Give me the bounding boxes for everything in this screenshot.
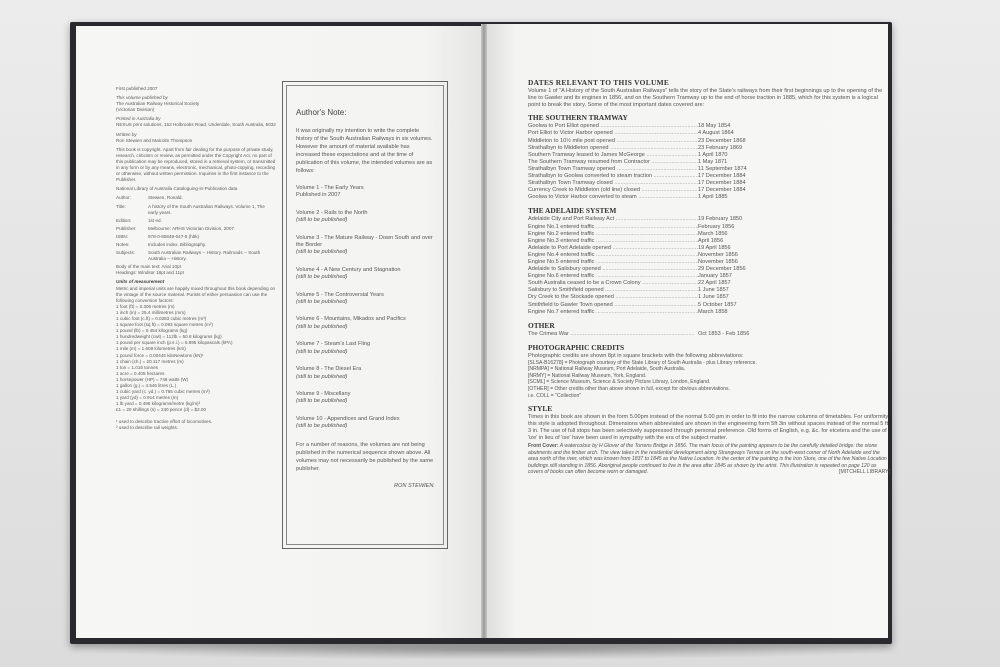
- event: Smithfield to Gawler Town opened .....: [528, 302, 698, 309]
- front-cover-caption: [528, 443, 890, 475]
- date-row: [528, 266, 890, 273]
- first-published: First published 2007: [116, 86, 158, 91]
- credit-item: [SLSA-B16278] = Photograph courtesy of the State Library of South Australia - plus Library reference.: [528, 359, 757, 366]
- credit-item: [OTHER] = Other credits other than above shown in full, except for obvious abbreviations.: [528, 386, 731, 392]
- date-row: [528, 273, 890, 280]
- catalogue-key: Author:: [116, 195, 131, 201]
- conversion-item: 1 mile (m) = 1.609 kilometres (km): [116, 346, 186, 352]
- event-date: 4 August 1864: [698, 130, 734, 137]
- date-row: [528, 238, 890, 245]
- event: Engine No.6 entered traffic .....: [528, 273, 698, 280]
- written-by: [116, 132, 276, 144]
- volume-status: (still to be published): [296, 423, 348, 430]
- catalogue-row: [116, 234, 276, 240]
- adelaide-system-heading: THE ADELAIDE SYSTEM: [528, 206, 617, 216]
- photo-credits-list: [528, 360, 890, 400]
- volume-entry: [296, 366, 435, 381]
- conversion-item: 1 hundredweight (cwt) = 112lb = 50.8 kilograms (kg): [116, 334, 222, 340]
- printed-by: [116, 116, 276, 128]
- event: Engine No.2 entered traffic .....: [528, 231, 698, 238]
- event-date: 5 October 1857: [698, 301, 737, 308]
- catalogue-key: ISBN:: [116, 233, 128, 239]
- volume-entry: [296, 235, 435, 257]
- volume-entry: [296, 416, 435, 431]
- authors-note-box: [282, 81, 448, 549]
- catalogue-key: Subjects:: [116, 250, 135, 256]
- event: Adelaide to Salisbury opened .....: [528, 266, 698, 273]
- event: Currency Creek to Middleton (old line) closed .....: [528, 187, 698, 194]
- conversion-item: 1 pound force = 0.00445 kiloNewtons (kN)¹: [116, 352, 204, 358]
- date-row: [528, 245, 890, 252]
- catalogue-data: [116, 195, 276, 262]
- publisher-name: The Australian Railway Historical Society: [116, 101, 200, 107]
- event-date: Oct 1853 - Feb 1856: [698, 330, 750, 337]
- event-date: March 1858: [698, 308, 728, 315]
- volume-title: Volume 5 - The Controversial Years: [296, 291, 384, 298]
- volume-status: (still to be published): [296, 274, 348, 281]
- units-intro: Metric and imperial units are happily mixed throughout this book depending on the vintage of the source material. Purists of either persuasion can use the following conversion factors:: [116, 285, 276, 303]
- event: Strathalbyn Town Tramway opened .....: [528, 166, 698, 173]
- published-by-label: This volume published by: [116, 95, 168, 101]
- date-row: [528, 231, 890, 238]
- volume-title: Volume 7 - Steam's Last Fling: [296, 341, 371, 348]
- publisher-division: (Victorian Division): [116, 107, 155, 113]
- conversion-item: 1 pound per square inch (p.s.i.) = 6.895 kilopascals (kPA): [116, 340, 233, 346]
- authors-note-inner: [286, 85, 444, 545]
- volume-status: (still to be published): [296, 299, 348, 306]
- volume-entry: [296, 341, 435, 356]
- conversion-item: 1 inch (in) = 25.4 millimetres (mm): [116, 309, 186, 315]
- event-date: 1 April 1885: [698, 194, 728, 201]
- conversion-item: 1 foot (ft) = 0.305 metres (m): [116, 303, 175, 309]
- authors-signature: RON STEWIEN.: [393, 482, 435, 489]
- date-row: [528, 216, 890, 223]
- conversion-item: 1 horsepower (HP) = 746 watts (W): [116, 376, 189, 382]
- volume-title: Volume 1 - The Early Years: [296, 185, 364, 191]
- authors-note-intro: It was originally my intention to write the complete history of the South Australian Railways in six volumes. However the amount of material available has increased these expectations and at the time of publication of this volume, the intended volumes are as follows:: [296, 128, 433, 174]
- catalogue-row: [116, 204, 276, 216]
- date-row: [528, 287, 890, 294]
- volume-title: Volume 9 - Miscellany: [296, 390, 351, 397]
- volume-status: (still to be published): [296, 249, 348, 256]
- volume-entry: [296, 316, 435, 331]
- catalogue-value: Stewien, Ronald.: [148, 195, 183, 201]
- volume-entry: [296, 210, 435, 225]
- southern-tramway-heading: THE SOUTHERN TRAMWAY: [528, 113, 628, 123]
- conversion-item: £1 = 20 shillings (s) = 240 pence (d) = $2.00: [116, 407, 207, 413]
- event-date: 1 April 1870: [698, 151, 728, 158]
- date-row: [528, 252, 890, 259]
- date-row: [528, 138, 890, 145]
- conversion-item: 1 ton = 1.016 tonnes: [116, 364, 159, 370]
- event: Strathalbyn to Middleton opened .....: [528, 145, 698, 152]
- date-row: [528, 159, 890, 166]
- event-date: February 1856: [698, 223, 735, 230]
- event: Goolwa to Victor Harbor converted to steam .....: [528, 194, 698, 201]
- right-page-content: [528, 78, 890, 475]
- typography: [116, 264, 276, 276]
- event: Dry Creek to the Stockade opened .....: [528, 294, 698, 301]
- footnote-2: ² used to describe rail weights.: [116, 424, 179, 430]
- event: Strathalbyn to Goolwa converted to steam traction .....: [528, 173, 698, 180]
- date-row: [528, 123, 890, 130]
- event: The Crimea War .....: [528, 331, 698, 338]
- event-date: 19 April 1856: [698, 244, 731, 251]
- event-date: 22 April 1857: [698, 280, 731, 287]
- event-date: 19 February 1850: [698, 216, 743, 223]
- conversion-item: 1 square foot (sq ft) = 0.093 square metres (m²): [116, 322, 213, 328]
- catalogue-row: [116, 242, 276, 248]
- catalogue-value: Includes index. Bibliography.: [148, 241, 207, 247]
- catalogue-value: 978-0-85849-047-5 (hbk): [148, 233, 200, 239]
- event-date: November 1856: [698, 258, 738, 265]
- volume-status: (still to be published): [296, 217, 348, 224]
- volume-title: Volume 8 - The Diesel Era: [296, 366, 362, 373]
- credit-item: [SCML] = Science Museum, Science & Society Picture Library, London, England.: [528, 379, 711, 386]
- adelaide-system-list: [528, 216, 890, 315]
- imprint-column: [116, 86, 276, 434]
- volume-entry: [296, 267, 435, 282]
- event-date: 11 September 1874: [698, 165, 747, 172]
- catalogue-key: Edition:: [116, 217, 132, 223]
- volume-title: Volume 2 - Rails to the North: [296, 209, 368, 216]
- headings-font: Headings: Windsor 18pt and 11pt: [116, 270, 184, 276]
- event: Engine No.7 entered traffic .....: [528, 309, 698, 316]
- event-date: November 1856: [698, 251, 738, 258]
- volume-status: (still to be published): [296, 348, 348, 355]
- date-row: [528, 130, 890, 137]
- volume-entry: [296, 292, 435, 307]
- front-cover-text: A watercolour by H Glover of the Torrens Bridge in 1856. The main focus of the painting appears to be the carefully detailed bridge: the stone abutments and the timber arch. The view takes in the residential development along Strangways Terrace on the south-west corner of North Adelaide and the area north of the river, which was known from 1837 to 1845 as the Native Location. In the center of the painting is the Iron Store, one of the few Native Location buildings still standing in 1856. Aboriginal people continued to live in the area after 1845 as shown by the artist. This illustration is repeated on page 120 as covers of books can often become worn or damaged.: [528, 443, 887, 475]
- event: The Southern Tramway resumed from Contractor .....: [528, 159, 698, 166]
- body-text-font: Body of the main text: Arial 10pt: [116, 264, 181, 270]
- catalogue-value: Melbourne: ARHS Victorian Division, 2007.: [148, 225, 236, 231]
- catalogue-row: [116, 218, 276, 224]
- event: Engine No.4 entered traffic .....: [528, 252, 698, 259]
- volume-title: Volume 6 - Mountains, Mikados and Pacifics: [296, 316, 406, 323]
- published-by: [116, 95, 276, 113]
- conversion-item: 1 gallon (g.) = 4.546 litres (L.): [116, 383, 177, 389]
- photo-credits-heading: PHOTOGRAPHIC CREDITS: [528, 342, 625, 352]
- event: Salisbury to Smithfield opened .....: [528, 287, 698, 294]
- style-text: Times in this book are shown in the form 5.00pm instead of the normal 5.00 pm in order to fit into the narrow columns of timetables. For uniformity this style is adopted throughout. Dimensions when abbreviated are shown in the engineering form 5ft 3in without spaces instead of the normal 5 ft 3 in. The use of full stops has been selectively suppressed through personal preference. Old forms of English, e.g. &c. for etcetera and the use of 'ize' in lieu of 'ise' have been used in sympathy with the era of the subject matter.: [528, 414, 889, 441]
- date-row: [528, 173, 890, 180]
- conversion-item: 1 pound (lb) = 0.454 kilograms (kg): [116, 328, 188, 334]
- authors-note-title: Author's Note:: [296, 108, 347, 117]
- catalogue-value: 1st ed.: [148, 217, 162, 223]
- written-by-label: Written by: [116, 131, 137, 137]
- catalogue-key: Title:: [116, 203, 126, 209]
- date-row: [528, 180, 890, 187]
- event-date: 17 December 1884: [698, 173, 746, 180]
- book-gutter: [481, 24, 487, 638]
- volume-status: Published in 2007: [296, 192, 341, 199]
- footnote-1: ¹ used to describe tractive effort of locomotives.: [116, 418, 213, 424]
- event: Adelaide City and Port Railway Act .....: [528, 216, 698, 223]
- authors: Ron Stewien and Malcolm Thompson: [116, 137, 193, 143]
- catalogue-value: A history of the South Australian Railways. Volume 1, The early years.: [148, 203, 265, 215]
- volume-status: (still to be published): [296, 323, 348, 330]
- event-date: 23 December 1868: [698, 137, 746, 144]
- catalogue-row: [116, 250, 276, 262]
- catalogue-row: [116, 195, 276, 201]
- date-row: [528, 224, 890, 231]
- volume-title: Volume 10 - Appendices and Grand Index: [296, 415, 400, 422]
- event: Engine No.5 entered traffic .....: [528, 259, 698, 266]
- date-row: [528, 302, 890, 309]
- copyright-notice: This book is copyright. Apart from fair dealing for the purpose of private study, research, criticism or review, as permitted under the Copyright Act, no part of this publication may be reproduced, stored in a retrieval system, or transmitted in any form or by any means, electronic, mechanical, photo-copying, recording or otherwise, without written permission. Inquiries in the first instance to the Publisher.: [116, 146, 276, 183]
- volume-title: Volume 4 - A New Century and Stagnation: [296, 266, 401, 273]
- volume-entry: [296, 391, 435, 406]
- front-cover-label: Front Cover:: [528, 443, 559, 450]
- date-row: [528, 187, 890, 194]
- event-date: March 1856: [698, 230, 728, 237]
- event-date: 1 May 1871: [698, 158, 728, 165]
- event: Port Elliot to Victor Harbor opened .....: [528, 130, 698, 137]
- front-cover-credit: [MITCHELL LIBRARY]: [839, 469, 890, 475]
- event-date: 18 May 1854: [698, 123, 731, 130]
- units-heading: Units of measurement: [116, 279, 165, 285]
- conversion-item: 1 cubic foot (c.ft) = 0.0283 cubic metres (m³): [116, 316, 207, 321]
- other-heading: OTHER: [528, 320, 555, 330]
- catalogue-value: South Australian Railways -- History. Railroads -- South Australia -- History.: [148, 250, 261, 262]
- volume-title: Volume 3 - The Mature Railway - Down South and over the Border: [296, 234, 433, 249]
- printer: NEXUS print solutions, 153 Holbrooks Road, Underdale, South Australia, 5032: [116, 122, 276, 128]
- event-date: 29 December 1856: [698, 266, 746, 273]
- event: South Australia ceased to be a Crown Colony .....: [528, 280, 698, 287]
- event-date: 17 December 1884: [698, 180, 746, 187]
- catalogue-row: [116, 226, 276, 232]
- date-row: [528, 294, 890, 301]
- authors-note-closing: For a number of reasons, the volumes are not being published in the numerical sequence shown above. All volumes may not necessarily be published by the same publisher.: [296, 441, 434, 472]
- event: Middleton to 10½ mile post opened .....: [528, 138, 698, 145]
- photo-credits-intro: Photographic credits are shown 8pt in square brackets with the following abbreviations:: [528, 352, 744, 359]
- date-row: [528, 152, 890, 159]
- conversion-list: [116, 304, 276, 414]
- dates-intro: Volume 1 of "A History of the South Australian Railways" tells the story of the State's railways from their first beginnings up to the opening of the line to Gawler and its engines in 1856, and on the Southern Tramway up to the end of horse traction in 1885, which for this system is a logical point to break the story. Some of the most important dates covered are:: [528, 88, 883, 108]
- event-date: 1 June 1857: [698, 287, 729, 294]
- event-date: January 1857: [698, 273, 732, 280]
- date-row: [528, 280, 890, 287]
- dates-heading: DATES RELEVANT TO THIS VOLUME: [528, 78, 670, 87]
- printed-label: Printed in Australia by: [116, 116, 161, 122]
- event-date: April 1856: [698, 237, 724, 244]
- event: Engine No.3 entered traffic .....: [528, 238, 698, 245]
- event: Goolwa to Port Elliot opened .....: [528, 123, 698, 130]
- volume-status: (still to be published): [296, 373, 348, 380]
- catalogue-key: Publisher:: [116, 225, 137, 231]
- conversion-item: 1 acre = 0.405 hectares: [116, 370, 165, 376]
- catalogue-key: Notes:: [116, 241, 130, 247]
- credit-item: [NRMPA] = National Railway Museum, Port Adelaide, South Australia.: [528, 366, 686, 373]
- conversion-item: 1 cubic yard (c. yd.) = 0.765 cubic metres (m³): [116, 389, 210, 395]
- southern-tramway-list: [528, 123, 890, 201]
- date-row: [528, 259, 890, 266]
- style-heading: STYLE: [528, 404, 553, 414]
- event: Strathalbyn Town Tramway closed .....: [528, 180, 698, 187]
- date-row: [528, 309, 890, 316]
- event-date: 23 February 1869: [698, 144, 743, 151]
- volume-entry: [296, 185, 435, 200]
- event-date: 1 June 1857: [698, 294, 729, 301]
- date-row: [528, 166, 890, 173]
- conversion-item: 1 lb yard = 0.496 kilograms/metre (kg/m)²: [116, 401, 201, 407]
- event: Southern Tramway leased to James McGeorge .....: [528, 152, 698, 159]
- date-row: [528, 145, 890, 152]
- conversion-item: 1 yard (yd) = 0.914 metres (m): [116, 395, 179, 401]
- date-row: [528, 331, 890, 338]
- credit-item: i.e. COLL = "Collection": [528, 392, 582, 399]
- event: Engine No.1 entered traffic .....: [528, 224, 698, 231]
- event-date: 17 December 1884: [698, 187, 746, 194]
- event: Adelaide to Port Adelaide opened .....: [528, 245, 698, 252]
- conversion-item: 1 chain (ch.) = 20.117 metres (m): [116, 358, 184, 364]
- credit-item: [NRMY] = National Railway Museum, York, England.: [528, 372, 647, 379]
- volume-status: (still to be published): [296, 398, 348, 405]
- date-row: [528, 194, 890, 201]
- nla-notice: National Library of Australia Cataloguing-in-Publication data: [116, 186, 238, 192]
